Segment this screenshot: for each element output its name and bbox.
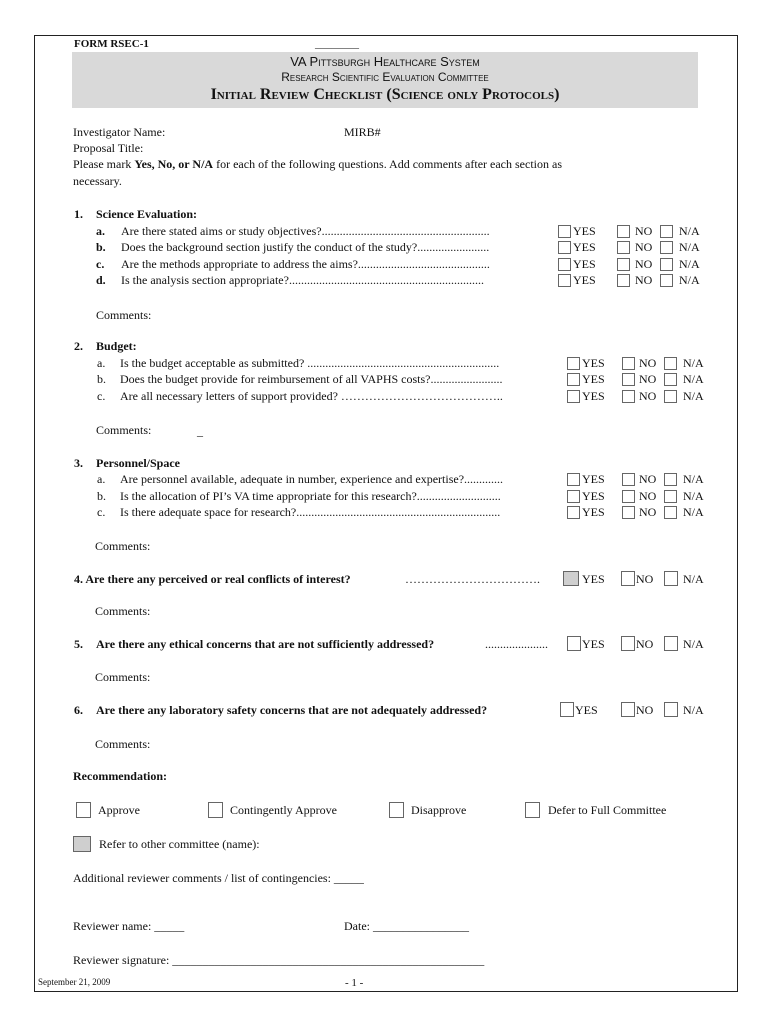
- s4-yes-checkbox[interactable]: [563, 571, 579, 586]
- disapprove-checkbox[interactable]: [389, 802, 404, 818]
- s3a-na-label: N/A: [683, 472, 704, 486]
- footer-date: September 21, 2009: [38, 977, 111, 987]
- s1d-no-label: NO: [635, 273, 653, 287]
- s6-comments-label: Comments:: [95, 737, 151, 751]
- s3a-letter: a.: [97, 472, 106, 486]
- s6-no-checkbox[interactable]: [621, 702, 635, 717]
- s2b-yes-label: YES: [582, 372, 605, 386]
- s1b-na-label: N/A: [679, 240, 700, 254]
- s2c-no-checkbox[interactable]: [622, 390, 635, 403]
- review-date: Date: ________________: [344, 919, 469, 933]
- s6-yes-checkbox[interactable]: [560, 702, 574, 717]
- s2c-question: Are all necessary letters of support provided? …………………………………..: [120, 389, 503, 403]
- s1c-question: Are the methods appropriate to address the aims?............................................: [121, 257, 490, 271]
- instructions-cont: necessary.: [73, 174, 122, 188]
- s2a-no-checkbox[interactable]: [622, 357, 635, 370]
- section5-num: 5.: [74, 637, 83, 651]
- s3a-no-label: NO: [639, 472, 657, 486]
- s2b-letter: b.: [97, 372, 106, 386]
- s1a-no-label: NO: [635, 224, 653, 238]
- s1-comments-label: Comments:: [96, 308, 152, 322]
- s1d-yes-label: YES: [573, 273, 596, 287]
- s1c-no-checkbox[interactable]: [617, 258, 630, 271]
- s1d-na-label: N/A: [679, 273, 700, 287]
- s5-na-label: N/A: [683, 637, 704, 651]
- s1d-yes-checkbox[interactable]: [558, 274, 571, 287]
- s3c-yes-checkbox[interactable]: [567, 506, 580, 519]
- section5-dots: .....................: [485, 637, 548, 651]
- s4-na-checkbox[interactable]: [664, 571, 678, 586]
- s2b-yes-checkbox[interactable]: [567, 373, 580, 386]
- s1a-letter: a.: [96, 224, 105, 238]
- defer-label: Defer to Full Committee: [548, 803, 667, 817]
- page-number: - 1 -: [345, 977, 364, 989]
- s3-comments-label: Comments:: [95, 539, 151, 553]
- s3c-na-checkbox[interactable]: [664, 506, 677, 519]
- s3b-na-label: N/A: [683, 489, 704, 503]
- s1b-letter: b.: [96, 240, 106, 254]
- s2a-no-label: NO: [639, 356, 657, 370]
- s1a-na-checkbox[interactable]: [660, 225, 673, 238]
- reviewer-name: Reviewer name: _____: [73, 919, 185, 933]
- s1d-no-checkbox[interactable]: [617, 274, 630, 287]
- reviewer-signature: Reviewer signature: ____________________________________________________: [73, 953, 485, 967]
- s3b-no-checkbox[interactable]: [622, 490, 635, 503]
- section3-num: 3.: [74, 456, 83, 470]
- contingent-approve-label: Contingently Approve: [230, 803, 337, 817]
- s1c-no-label: NO: [635, 257, 653, 271]
- s2b-no-label: NO: [639, 372, 657, 386]
- top-blank: ________: [315, 38, 359, 50]
- investigator-label: Investigator Name:: [73, 125, 166, 139]
- s1a-question: Are there stated aims or study objectives?........................................................: [121, 224, 490, 238]
- title-banner: [72, 52, 698, 108]
- s5-no-checkbox[interactable]: [621, 636, 635, 651]
- s1c-na-label: N/A: [679, 257, 700, 271]
- s3c-yes-label: YES: [582, 505, 605, 519]
- instructions: Please mark Yes, No, or N/A for each of the following questions. Add comments after each section as: [73, 157, 562, 171]
- s1d-letter: d.: [96, 273, 106, 287]
- s3b-letter: b.: [97, 489, 106, 503]
- s1a-na-label: N/A: [679, 224, 700, 238]
- section1-num: 1.: [74, 207, 83, 221]
- s4-na-label: N/A: [683, 572, 704, 586]
- contingent-approve-checkbox[interactable]: [208, 802, 223, 818]
- s5-na-checkbox[interactable]: [664, 636, 678, 651]
- s1a-yes-label: YES: [573, 224, 596, 238]
- s2b-no-checkbox[interactable]: [622, 373, 635, 386]
- s5-no-label: NO: [636, 637, 654, 651]
- s2b-question: Does the budget provide for reimbursement of all VAPHS costs?........................: [120, 372, 503, 386]
- s1a-no-checkbox[interactable]: [617, 225, 630, 238]
- s3a-yes-label: YES: [582, 472, 605, 486]
- s2c-yes-label: YES: [582, 389, 605, 403]
- section4-question: 4. Are there any perceived or real conflicts of interest?: [74, 572, 351, 586]
- s5-yes-checkbox[interactable]: [567, 636, 581, 651]
- s3c-no-label: NO: [639, 505, 657, 519]
- s2-comment-mark: _: [197, 424, 203, 438]
- disapprove-label: Disapprove: [411, 803, 467, 817]
- section2-title: Budget:: [96, 339, 137, 353]
- s3c-letter: c.: [97, 505, 106, 519]
- s2c-letter: c.: [97, 389, 106, 403]
- s3c-no-checkbox[interactable]: [622, 506, 635, 519]
- s4-no-label: NO: [636, 572, 654, 586]
- s3b-yes-checkbox[interactable]: [567, 490, 580, 503]
- s3c-na-label: N/A: [683, 505, 704, 519]
- s1b-no-checkbox[interactable]: [617, 241, 630, 254]
- s3b-no-label: NO: [639, 489, 657, 503]
- section5-question: Are there any ethical concerns that are not sufficiently addressed?: [96, 637, 435, 651]
- s2a-question: Is the budget acceptable as submitted? ................................................................: [120, 356, 500, 370]
- s6-yes-label: YES: [575, 703, 598, 717]
- s2b-na-checkbox[interactable]: [664, 373, 677, 386]
- refer-checkbox[interactable]: [73, 836, 91, 852]
- s1d-question: Is the analysis section appropriate?.................................................................: [121, 273, 484, 287]
- s4-comments-label: Comments:: [95, 604, 151, 618]
- s1c-letter: c.: [96, 257, 105, 271]
- s6-na-label: N/A: [683, 703, 704, 717]
- section1-title: Science Evaluation:: [96, 207, 197, 221]
- s3a-no-checkbox[interactable]: [622, 473, 635, 486]
- org-title: VA Pittsburgh Healthcare System: [290, 54, 480, 69]
- s2a-letter: a.: [97, 356, 106, 370]
- s2c-no-label: NO: [639, 389, 657, 403]
- s2c-yes-checkbox[interactable]: [567, 390, 580, 403]
- proposal-label: Proposal Title:: [73, 141, 144, 155]
- section6-question: Are there any laboratory safety concerns that are not adequately addressed?: [96, 703, 488, 717]
- mirb-label: MIRB#: [344, 125, 381, 139]
- s2-comments-label: Comments:: [96, 423, 152, 437]
- s2a-na-label: N/A: [683, 356, 704, 370]
- s4-yes-label: YES: [582, 572, 605, 586]
- s3b-question: Is the allocation of PI’s VA time appropriate for this research?............................: [120, 489, 501, 503]
- approve-label: Approve: [98, 803, 140, 817]
- s3a-na-checkbox[interactable]: [664, 473, 677, 486]
- approve-checkbox[interactable]: [76, 802, 91, 818]
- s1a-yes-checkbox[interactable]: [558, 225, 571, 238]
- checklist-title: Initial Review Checklist (Science only Protocols): [210, 86, 560, 103]
- s2a-yes-checkbox[interactable]: [567, 357, 580, 370]
- refer-label: Refer to other committee (name):: [99, 837, 260, 851]
- recommendation-title: Recommendation:: [73, 769, 167, 783]
- s1b-no-label: NO: [635, 240, 653, 254]
- s6-no-label: NO: [636, 703, 654, 717]
- s2c-na-label: N/A: [683, 389, 704, 403]
- s2a-yes-label: YES: [582, 356, 605, 370]
- s1b-yes-checkbox[interactable]: [558, 241, 571, 254]
- form-id: FORM RSEC-1: [74, 38, 149, 50]
- s1c-yes-checkbox[interactable]: [558, 258, 571, 271]
- s2a-na-checkbox[interactable]: [664, 357, 677, 370]
- s3b-yes-label: YES: [582, 489, 605, 503]
- s2b-na-label: N/A: [683, 372, 704, 386]
- s4-no-checkbox[interactable]: [621, 571, 635, 586]
- defer-checkbox[interactable]: [525, 802, 540, 818]
- s3b-na-checkbox[interactable]: [664, 490, 677, 503]
- s1c-na-checkbox[interactable]: [660, 258, 673, 271]
- s1b-question: Does the background section justify the conduct of the study?........................: [121, 240, 490, 254]
- s3c-question: Is there adequate space for research?....................................................................: [120, 505, 501, 519]
- s1b-na-checkbox[interactable]: [660, 241, 673, 254]
- committee-title: Research Scientific Evaluation Committee: [281, 70, 489, 84]
- section3-title: Personnel/Space: [96, 456, 180, 470]
- s1c-yes-label: YES: [573, 257, 596, 271]
- section6-num: 6.: [74, 703, 83, 717]
- s2c-na-checkbox[interactable]: [664, 390, 677, 403]
- s1b-yes-label: YES: [573, 240, 596, 254]
- s3a-yes-checkbox[interactable]: [567, 473, 580, 486]
- section2-num: 2.: [74, 339, 83, 353]
- s5-comments-label: Comments:: [95, 670, 151, 684]
- s1d-na-checkbox[interactable]: [660, 274, 673, 287]
- s3a-question: Are personnel available, adequate in number, experience and expertise?.............: [120, 472, 504, 486]
- s5-yes-label: YES: [582, 637, 605, 651]
- s6-na-checkbox[interactable]: [664, 702, 678, 717]
- section4-dots: …………………………….: [405, 572, 540, 586]
- additional-comments: Additional reviewer comments / list of contingencies: _____: [73, 871, 364, 885]
